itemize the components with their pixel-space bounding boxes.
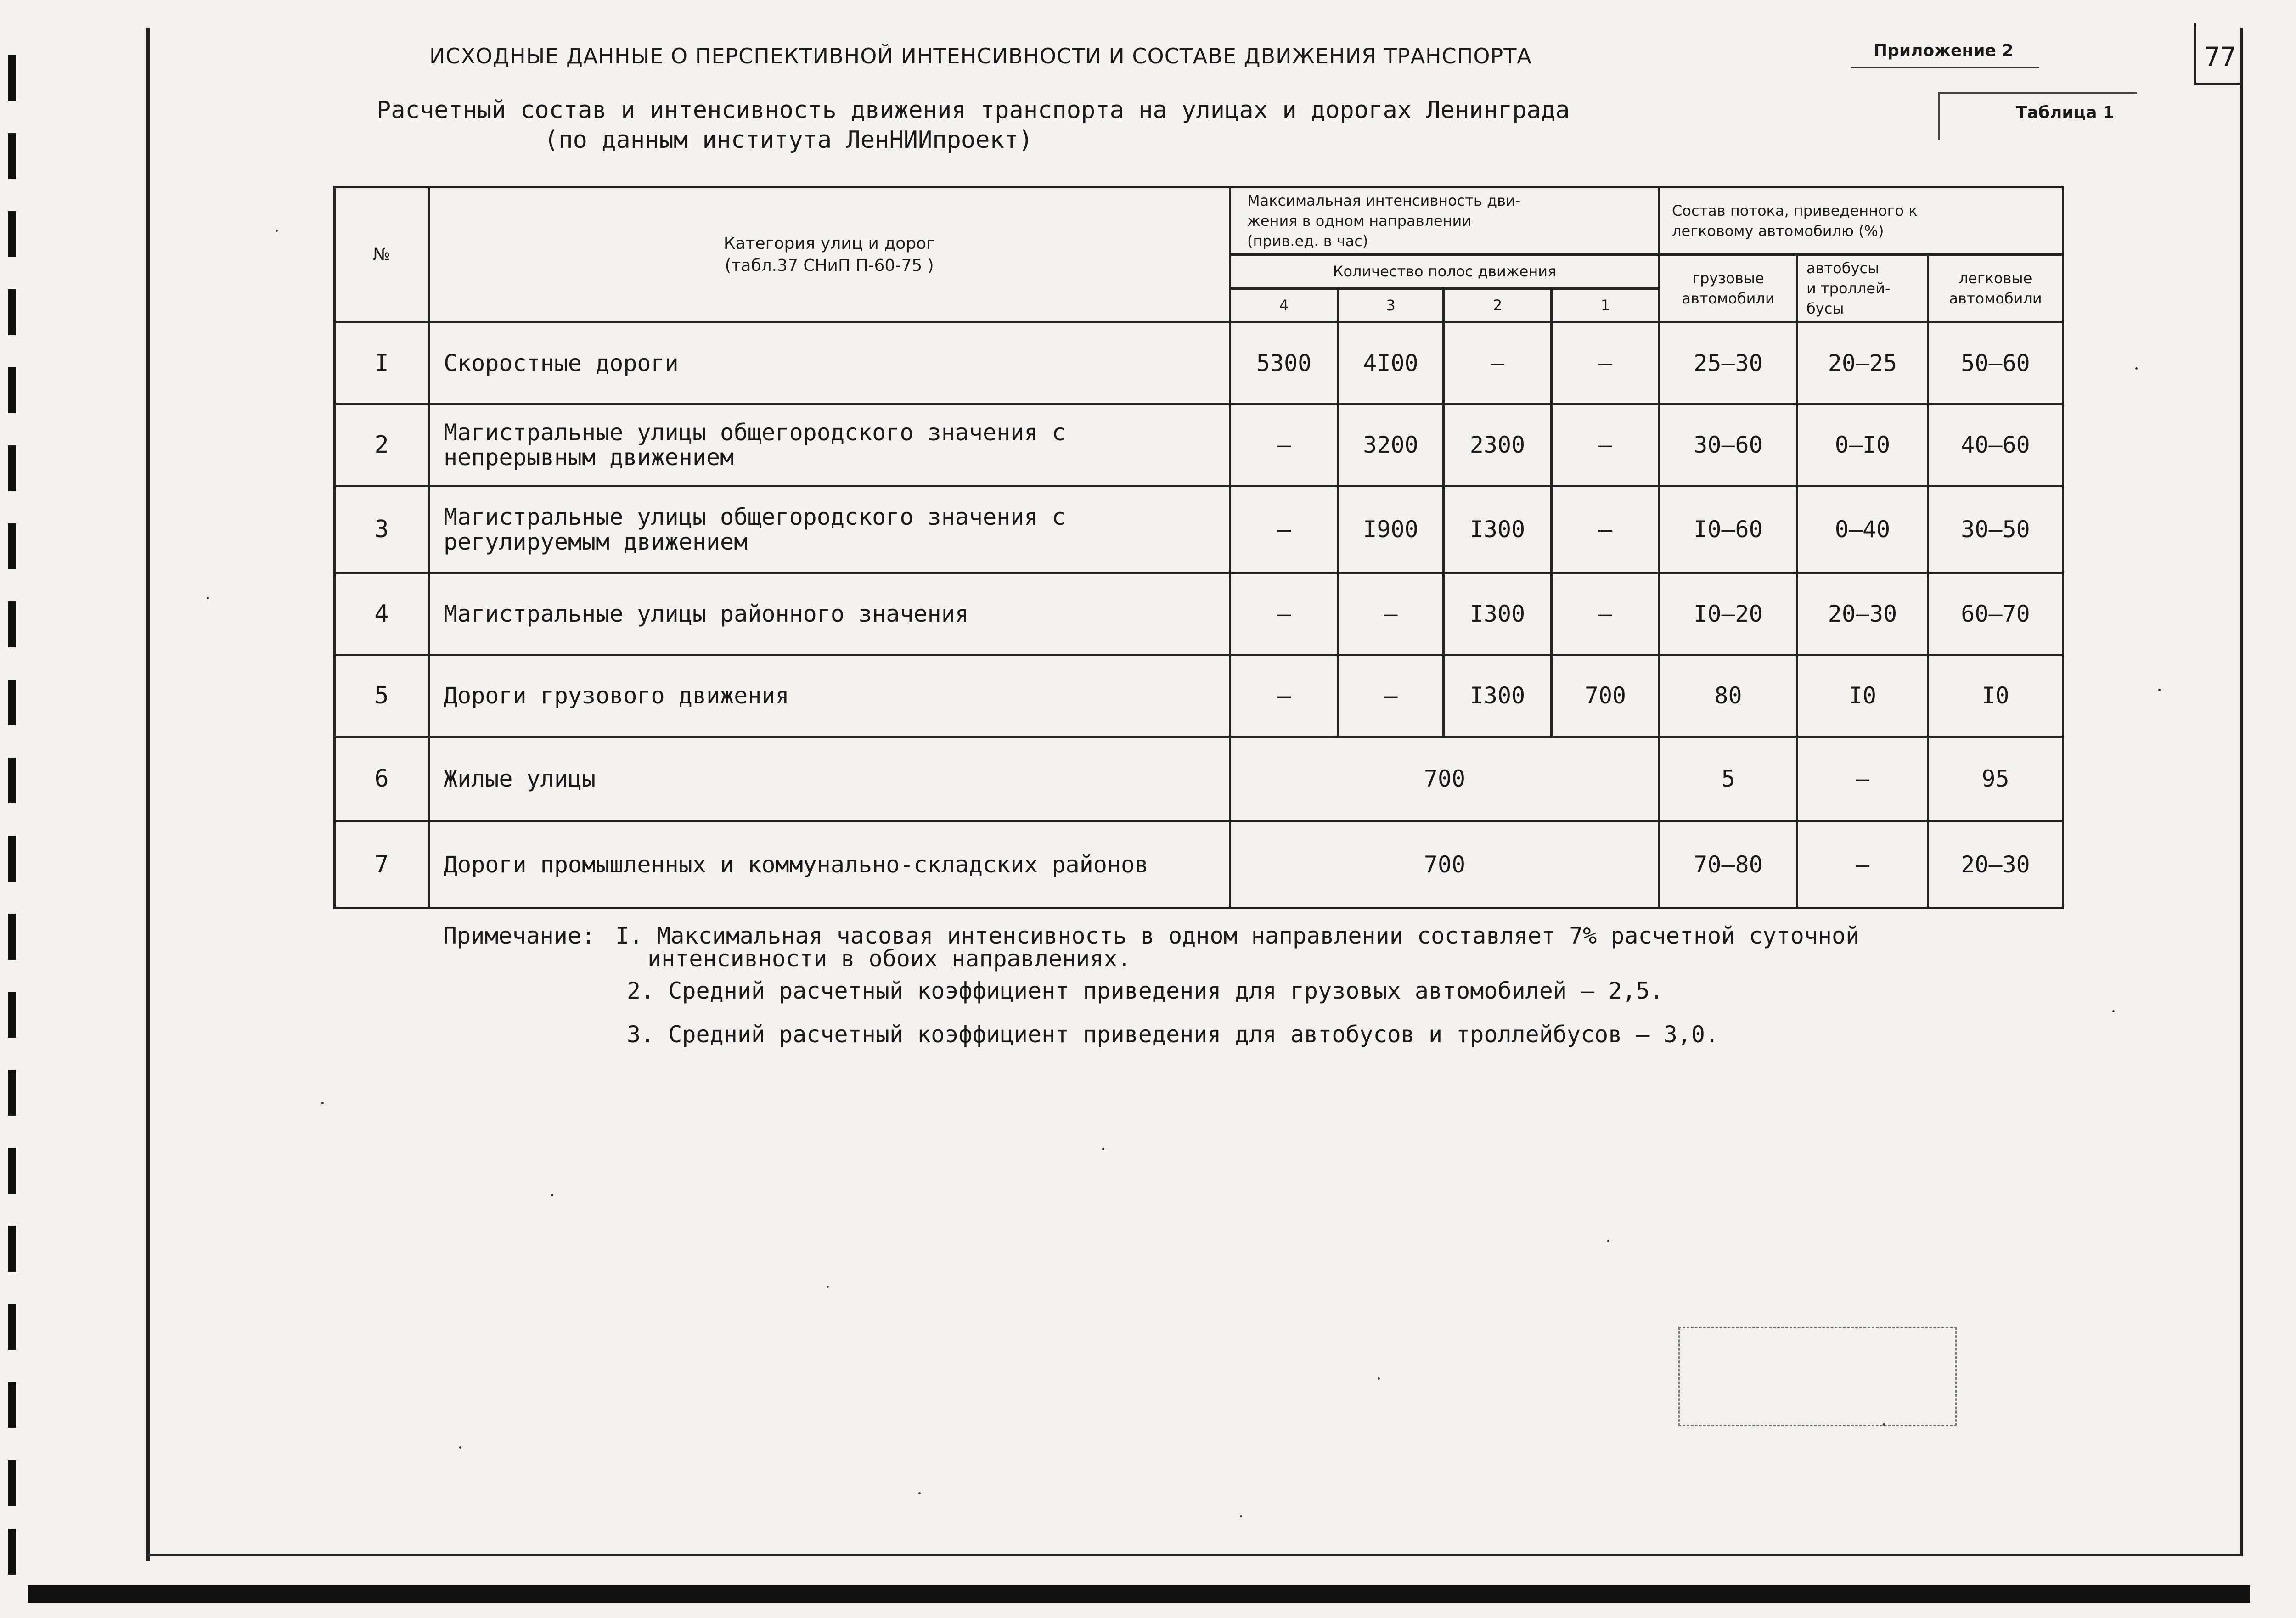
header-composition: Состав потока, приведенного к легковому автомобилю (%) [1660,187,2063,255]
table-row [335,821,2063,908]
cell-lane-1: 700 [1552,655,1660,737]
cell-cars: 95 [1928,737,2063,821]
cell-merged-intensity: 700 [1230,821,1660,908]
page-frame-right [2240,28,2243,1556]
page-number: 77 [2204,41,2236,73]
cell-lane-2: 2300 [1444,404,1552,486]
cell-trucks: 80 [1660,655,1797,737]
cell-trucks: I0–60 [1660,486,1797,573]
cell-lane-1: – [1552,404,1660,486]
row-category: Дороги промышленных и коммунально-складских районов [429,821,1230,908]
cell-buses: – [1797,821,1928,908]
binding-mark [8,1304,16,1350]
cell-lane-3: 3200 [1338,404,1444,486]
scan-speck [2135,367,2138,370]
cell-lane-2: – [1444,322,1552,404]
cell-lane-4: – [1230,655,1338,737]
header-lane-3: 3 [1338,288,1444,322]
binding-mark [8,758,16,803]
cell-buses: I0 [1797,655,1928,737]
cell-cars: 20–30 [1928,821,2063,908]
binding-mark [8,836,16,882]
row-category: Скоростные дороги [429,322,1230,404]
binding-mark [8,211,16,257]
scan-speck [1883,1423,1885,1426]
cell-trucks: 70–80 [1660,821,1797,908]
header-lane-2: 2 [1444,288,1552,322]
note-1-line-1: I. Максимальная часовая интенсивность в одном направлении составляет 7% расчетной суточной [615,922,1860,949]
row-category: Магистральные улицы общегородского значения с непрерывным движением [429,404,1230,486]
scan-speck [2158,689,2161,691]
cell-cars: 40–60 [1928,404,2063,486]
header-lane-1: 1 [1552,288,1660,322]
cell-lane-2: I300 [1444,573,1552,655]
binding-mark [8,680,16,725]
cell-lane-3: 4I00 [1338,322,1444,404]
cell-lane-3: – [1338,655,1444,737]
header-category: Категория улиц и дорог (табл.37 СНиП П-60-75 ) [429,187,1230,322]
page-frame-left [146,28,150,1561]
cell-merged-intensity: 700 [1230,737,1660,821]
row-num: 6 [335,737,429,821]
binding-mark [8,1382,16,1428]
scan-speck [276,230,278,232]
cell-lane-4: – [1230,573,1338,655]
cell-lane-2: I300 [1444,486,1552,573]
appendix-underline [1851,67,2039,68]
binding-mark [8,914,16,960]
cell-lane-4: – [1230,404,1338,486]
subtitle-line-2: (по данным института ЛенНИИпроект) [544,126,1033,154]
cell-lane-1: – [1552,322,1660,404]
cell-buses: 0–40 [1797,486,1928,573]
row-category: Жилые улицы [429,737,1230,821]
subtitle-line-1: Расчетный состав и интенсивность движения транспорта на улицах и дорогах Ленинграда [377,96,1570,124]
note-2: 2. Средний расчетный коэффициент приведения для грузовых автомобилей – 2,5. [627,978,1664,1004]
binding-mark [8,133,16,179]
binding-mark [8,1460,16,1506]
header-lane-4: 4 [1230,288,1338,322]
cell-lane-2: I300 [1444,655,1552,737]
table-row [335,404,2063,486]
cell-cars: 50–60 [1928,322,2063,404]
cell-trucks: 5 [1660,737,1797,821]
header-num: № [335,187,429,322]
header-cars: легковые автомобили [1928,255,2063,322]
binding-mark [8,1529,16,1575]
note-1-line-2: интенсивности в обоих направлениях. [647,945,1131,972]
cell-trucks: 25–30 [1660,322,1797,404]
cell-lane-4: – [1230,486,1338,573]
cell-lane-3: I900 [1338,486,1444,573]
binding-mark [8,992,16,1038]
table-label: Таблица 1 [2016,103,2115,122]
binding-mark [8,367,16,413]
table-row [335,486,2063,573]
cell-lane-1: – [1552,573,1660,655]
cell-cars: 60–70 [1928,573,2063,655]
row-num: 3 [335,486,429,573]
binding-mark [8,601,16,647]
appendix-label: Приложение 2 [1874,41,2014,60]
cell-trucks: I0–20 [1660,573,1797,655]
cell-lane-1: – [1552,486,1660,573]
header-buses: автобусы и троллей- бусы [1797,255,1928,322]
row-category: Магистральные улицы общегородского значения с регулируемым движением [429,486,1230,573]
scan-speck [459,1446,461,1449]
scan-edge-bar [28,1585,2250,1603]
header-max-intensity: Максимальная интенсивность дви- жения в одном направлении (прив.ед. в час) [1230,187,1660,255]
cell-buses: – [1797,737,1928,821]
scan-speck [321,1102,324,1104]
scan-speck [207,597,209,599]
row-num: 7 [335,821,429,908]
note-3: 3. Средний расчетный коэффициент приведения для автобусов и троллейбусов – 3,0. [627,1021,1719,1048]
scan-speck [1102,1148,1104,1150]
row-num: 4 [335,573,429,655]
table-row [335,573,2063,655]
scan-speck [2112,1010,2115,1012]
scan-speck [918,1492,921,1494]
binding-mark [8,1226,16,1272]
row-category: Магистральные улицы районного значения [429,573,1230,655]
header-title: ИСХОДНЫЕ ДАННЫЕ О ПЕРСПЕКТИВНОЙ ИНТЕНСИВНОСТИ И СОСТАВЕ ДВИЖЕНИЯ ТРАНСПОРТА [429,44,1532,68]
table-row [335,737,2063,821]
cell-trucks: 30–60 [1660,404,1797,486]
scan-speck [1378,1377,1380,1380]
row-num: 5 [335,655,429,737]
cell-cars: I0 [1928,655,2063,737]
notes-label: Примечание: [443,922,596,949]
row-category: Дороги грузового движения [429,655,1230,737]
cell-buses: 20–25 [1797,322,1928,404]
cell-buses: 20–30 [1797,573,1928,655]
table-row [335,322,2063,404]
cell-lane-4: 5300 [1230,322,1338,404]
traffic-table [333,186,2064,909]
scan-speck [827,1286,829,1288]
row-num: I [335,322,429,404]
binding-mark [8,1070,16,1116]
header-trucks: грузовые автомобили [1660,255,1797,322]
scan-speck [1240,1515,1242,1517]
scan-speck [1607,1240,1609,1242]
table-row [335,655,2063,737]
header-lanes: Количество полос движения [1230,255,1660,289]
binding-mark [8,445,16,491]
scan-speck [551,1194,553,1196]
binding-mark [8,523,16,569]
cell-buses: 0–I0 [1797,404,1928,486]
faded-stamp [1678,1327,1957,1426]
row-num: 2 [335,404,429,486]
binding-mark [8,289,16,335]
cell-lane-3: – [1338,573,1444,655]
binding-mark [8,1148,16,1194]
page-frame-bottom [146,1554,2243,1556]
cell-cars: 30–50 [1928,486,2063,573]
binding-mark [8,55,16,101]
